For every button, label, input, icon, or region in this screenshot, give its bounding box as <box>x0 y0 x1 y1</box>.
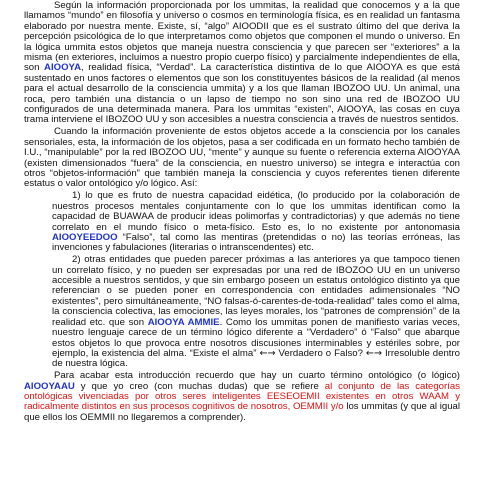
list-item-text: “Falso”, tal como las mentiras (pretendidas o no) las teorías erróneas, las invenciones y fabulaciones (literarias o intranscendentes) etc. <box>52 231 460 254</box>
paragraph-text: , realidad física, “Verdad”. La característica distintiva de lo que AIOOYA es que está sustentado en unos factores o elementos que son los constituyentes básicos de la realidad (al menos para el actual desarrollo de la consciencia ummita) y a los que llaman IBOZOO UU. Un animal, una roca, pero también una distancia o un lapso de tiempo no son sino una red de IBOZOO UU configurados de una determinada manera. Para los ummitas “existen”, AIOOYA, las cosas en cuya trama interviene el IBOZOO UU y son accesibles a nuestra consciencia a través de nuestros sentidos. <box>24 62 460 126</box>
term-aiooya: AIOOYA <box>44 62 81 74</box>
paragraph-information: Cuando la información proveniente de estos objetos accede a la consciencia por los canales sensoriales, esta, la información de los objetos, pasa a ser codificada en un formato hecho también de I.U., “manipulable” por la red IBOZOO UU, “mente” y aunque su fuente o referencia externa AIOOYAA (existen dimensionados “fuera” de la consciencia, en nuestro universo) se integra e interactúa con otros “objetos-información” que también maneja la consciencia y cuyos referentes tienen diferente estatus o valor ontológico y/o lógico. Así: <box>24 126 460 190</box>
paragraph-reality <box>24 1 460 126</box>
paragraph-text: Según la información proporcionada por los ummitas, la realidad que conocemos y a la que llamamos “mundo” en filosofía y universo o cosmos en terminología física, es en realidad un fantasma elaborado por nuestra mente. Existe, sí, “algo” AIOODII que es el sustrato último del que deriva la percepción psicológica de lo que interpretamos como objetos que componen el mundo o universo. En la lógica ummita estos objetos que maneja nuestra consciencia y que parecen ser “exteriores” a la misma (en exteriores, incluimos a nuestro propio cuerpo físico) y parcialmente independientes de ella, son <box>24 0 460 74</box>
list-item-text: . Como los ummitas ponen de manifiesto varias veces, nuestro lenguaje carece de un término lógico diferente a “Verdadero” ó “Falso” que abarque estos objetos lo que provoca entre nosotros discusiones interminables y estériles sobre, por ejemplo, la existencia del alma. “Existe el alma” <box>52 316 460 359</box>
term-aiooyeedoo: AIOOYEEDOO <box>52 231 118 243</box>
red-emphasis-text: al conjunto de las categorías ontológicas vivenciadas por otros seres inteligentes EESEOEMII existentes en otros WAAM y radicalmente distintos en sus procesos cognitivos de nosotros, OEMMII y/o <box>24 380 460 413</box>
list-item-text: Irresoluble dentro de nuestra lógica. <box>52 347 460 370</box>
bidirectional-arrow: ←→ <box>365 347 382 359</box>
list-item-text: Verdadero o Falso? <box>275 347 366 359</box>
term-aiooyaau: AIOOYAAU <box>24 380 75 392</box>
paragraph-text: los ummitas (y que al igual que ellos los OEMMII no llegaremos a comprender). <box>24 401 461 423</box>
list-item-eidetic <box>24 191 460 253</box>
paragraph-conclusion <box>24 371 460 423</box>
paragraph-text: Para acabar esta introducción recuerdo que hay un cuarto término ontológico (o lógico) <box>54 370 460 382</box>
list-item-text: 2) otras entidades que pueden parecer próximas a las anteriores ya que tampoco tienen un correlato físico, y no pueden ser expresadas por una red de IBOZOO UU en un universo accesible a nuestros sentidos, y que sin embargo poseen un estatus ontológico distinto ya que referencian o se pueden poner en correspondencia con entidades adimensionales “NO existentes”, pero simultáneamente, “NO falsas-ó-carentes-de-toda-realidad” tales como el alma, la consciencia colectiva, las emociones, las leyes morales, los “patrones de comprensión” de la realidad etc. que son <box>52 254 460 328</box>
list-item-entities <box>24 255 460 369</box>
term-aiooya-ammie: AIOOYA AMMIE <box>147 316 220 328</box>
list-item-text: 1) lo que es fruto de nuestra capacidad eidética, (lo producido por la colaboración de nuestros procesos mentales conjuntamente con lo que los ummitas identifican como la capacidad de BUAWAA de producir ideas polimorfas y contradictorias) y que además no tiene correlato en el mundo físico o meta-físico. Esto es, lo no existente por antonomasia <box>52 190 460 233</box>
bidirectional-arrow: ←→ <box>259 347 276 359</box>
paragraph-text: y que yo creo (con muchas dudas) que se refiere <box>74 380 319 392</box>
